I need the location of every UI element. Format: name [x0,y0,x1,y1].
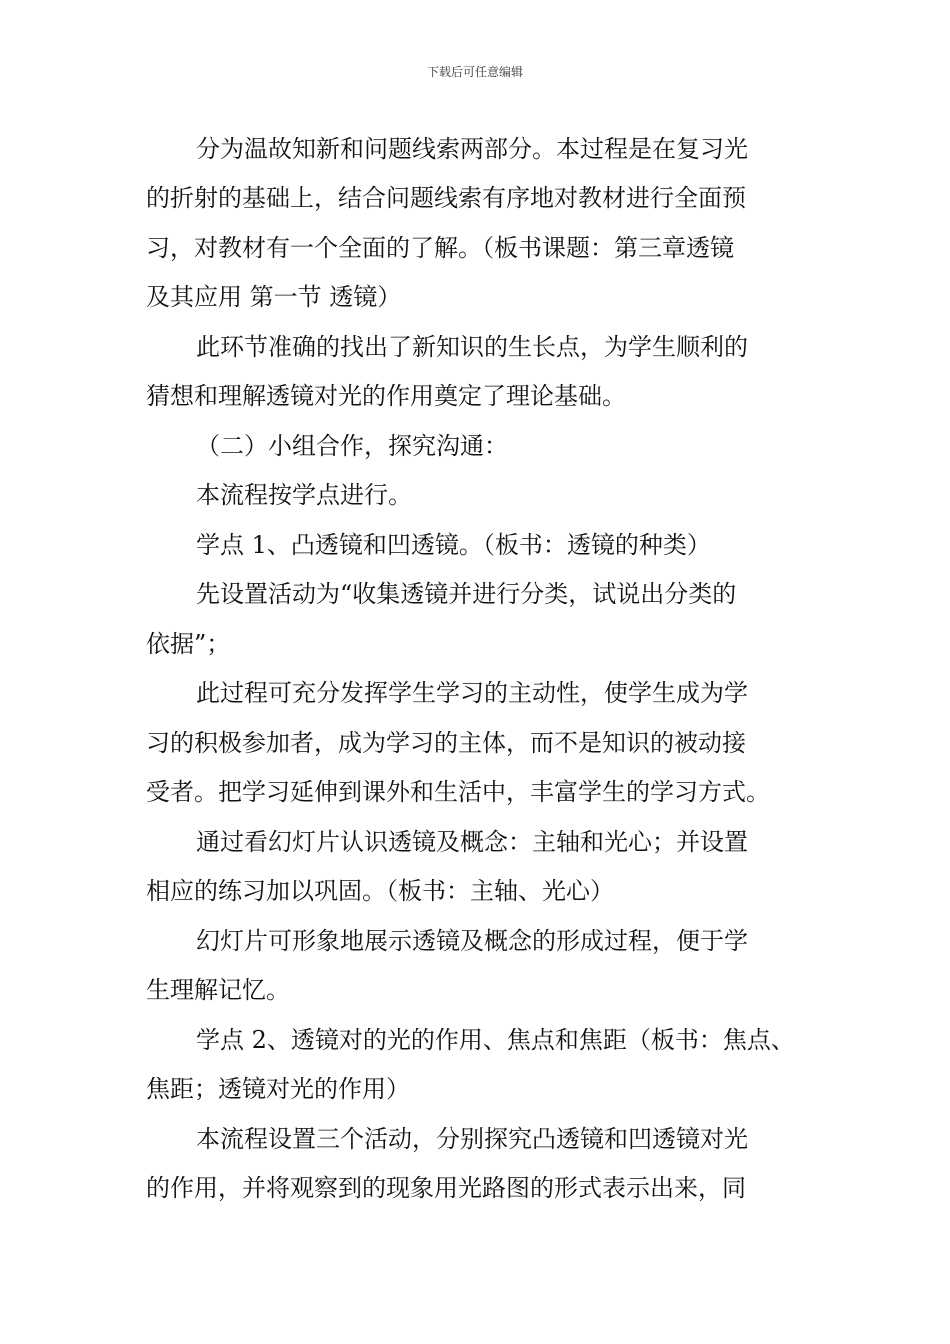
paragraph-line: 通过看幻灯片认识透镜及概念：主轴和光心；并设置 [196,828,748,856]
page-header-note: 下载后可任意编辑 [426,65,523,79]
paragraph-line: 猜想和理解透镜对光的作用奠定了理论基础。 [146,382,626,410]
paragraph-line: 此过程可充分发挥学生学习的主动性，使学生成为学 [196,679,748,707]
paragraph-line: 本流程按学点进行。 [196,481,412,509]
subsection-heading: 学点 1、凸透镜和凹透镜。（板书：透镜的种类） [196,531,711,559]
paragraph-line: 此环节准确的找出了新知识的生长点，为学生顺利的 [196,333,748,361]
paragraph-line: 习，对教材有一个全面的了解。（板书课题：第三章透镜 [146,234,734,262]
paragraph-line: 及其应用 第一节 透镜） [146,283,402,311]
paragraph-line: 的作用，并将观察到的现象用光路图的形式表示出来，同 [146,1174,746,1202]
paragraph-line: 的折射的基础上，结合问题线索有序地对教材进行全面预 [146,184,746,212]
paragraph-line: 分为温故知新和问题线索两部分。本过程是在复习光 [196,135,748,163]
paragraph-line: 依据”； [146,630,231,658]
section-heading: （二）小组合作，探究沟通： [196,432,508,460]
subsection-heading: 学点 2、透镜对的光的作用、焦点和焦距（板书：焦点、 [196,1026,795,1054]
paragraph-line: 焦距；透镜对光的作用） [146,1075,410,1103]
paragraph-line: 受者。把学习延伸到课外和生活中，丰富学生的学习方式。 [146,778,770,806]
paragraph-line: 幻灯片可形象地展示透镜及概念的形成过程，便于学 [196,927,748,955]
paragraph-line: 先设置活动为“收集透镜并进行分类，试说出分类的 [196,580,737,608]
paragraph-line: 本流程设置三个活动，分别探究凸透镜和凹透镜对光 [196,1125,748,1153]
paragraph-line: 习的积极参加者，成为学习的主体，而不是知识的被动接 [146,729,746,757]
paragraph-line: 相应的练习加以巩固。（板书：主轴、光心） [146,877,614,905]
paragraph-line: 生理解记忆。 [146,976,290,1004]
